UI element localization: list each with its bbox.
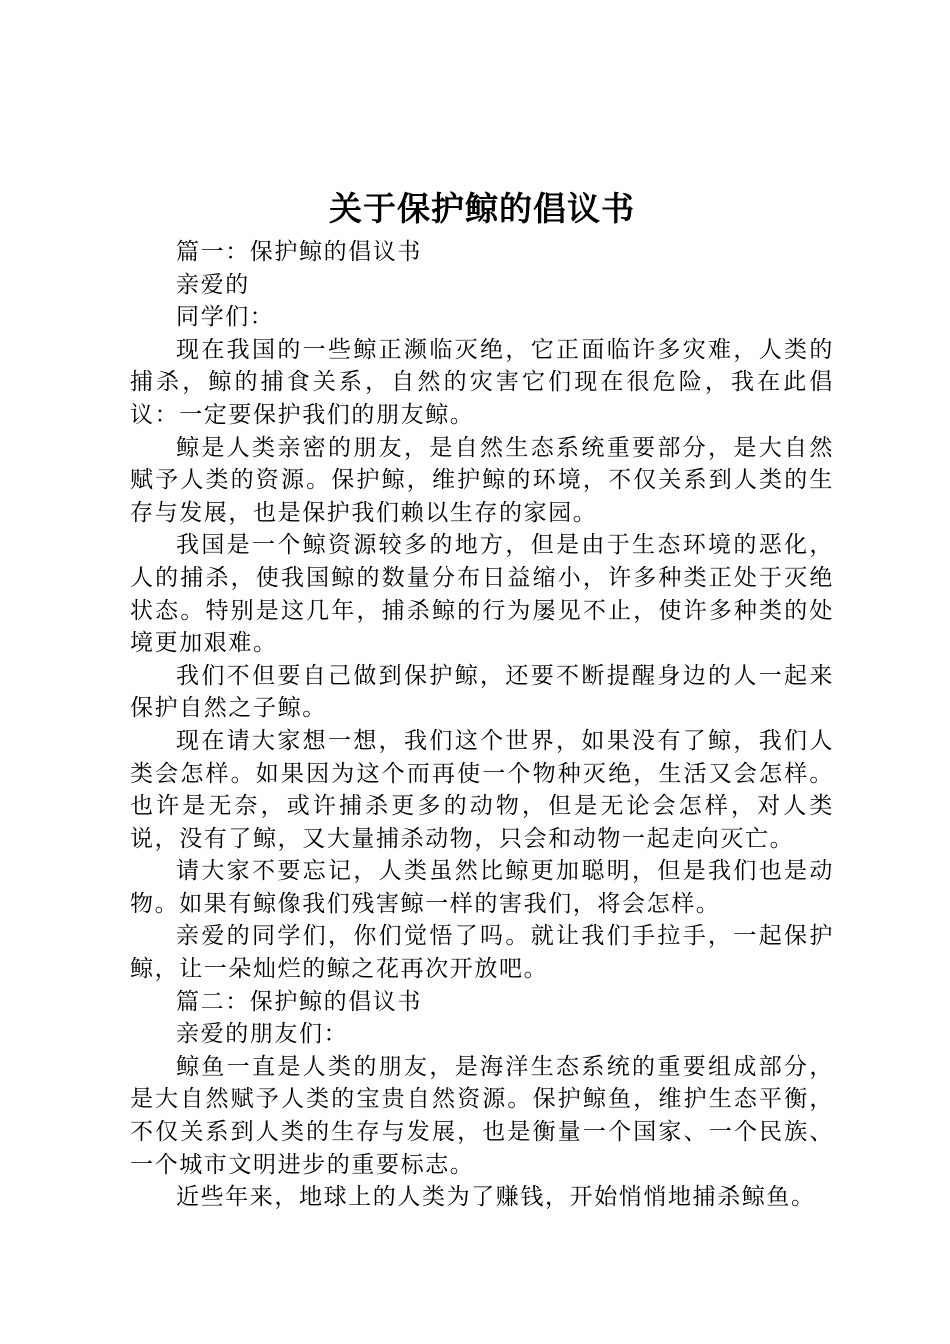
paragraph-salutation-dear: 亲爱的 (176, 271, 250, 298)
paragraph-body: 近些年来，地球上的人类为了赚钱，开始悄悄地捕杀鲸鱼。 (176, 1184, 816, 1211)
paragraph-body: 鲸是人类亲密的朋友，是自然生态系统重要部分，是大自然赋予人类的资源。保护鲸，维护鲸的环境，不仅关系到人类的生存与发展，也是保护我们赖以生存的家园。 (130, 434, 834, 526)
paragraph-body: 我们不但要自己做到保护鲸，还要不断提醒身边的人一起来保护自然之子鲸。 (130, 662, 834, 722)
paragraph-salutation-friends: 亲爱的朋友们： (176, 1021, 349, 1048)
paragraph-body: 请大家不要忘记，人类虽然比鲸更加聪明，但是我们也是动物。如果有鲸像我们残害鲸一样的害我们，将会怎样。 (130, 858, 834, 917)
paragraph-body: 我国是一个鲸资源较多的地方，但是由于生态环境的恶化，人的捕杀，使我国鲸的数量分布日益缩小，许多种类正处于灭绝状态。特别是这几年，捕杀鲸的行为屡见不止，使许多种类的处境更加艰难。 (130, 532, 834, 657)
paragraph-salutation-classmates: 同学们： (176, 304, 275, 331)
paragraph-body: 现在请大家想一想，我们这个世界，如果没有了鲸，我们人类会怎样。如果因为这个而再使一个物种灭绝，生活又会怎样。也许是无奈，或许捕杀更多的动物，但是无论会怎样，对人类说，没有了鲸，又大量捕杀动物，只会和动物一起走向灭亡。 (130, 727, 834, 852)
document-page (130, 186, 834, 1214)
paragraph-section-two-heading: 篇二：保护鲸的倡议书 (176, 988, 422, 1015)
paragraph-body: 鲸鱼一直是人类的朋友，是海洋生态系统的重要组成部分，是大自然赋予人类的宝贵自然资源。保护鲸鱼，维护生态平衡，不仅关系到人类的生存与发展，也是衡量一个国家、一个民族、一个城市文明进步的重要标志。 (130, 1053, 834, 1178)
paragraph-section-one-heading: 篇一：保护鲸的倡议书 (176, 239, 422, 265)
paragraph-body: 亲爱的同学们，你们觉悟了吗。就让我们手拉手，一起保护鲸，让一朵灿烂的鲸之花再次开放吧。 (130, 923, 834, 983)
document-title: 关于保护鲸的倡议书 (329, 189, 635, 228)
paragraph-body: 现在我国的一些鲸正濒临灭绝，它正面临许多灾难，人类的捕杀，鲸的捕食关系，自然的灾害它们现在很危险，我在此倡议：一定要保护我们的朋友鲸。 (130, 336, 834, 428)
